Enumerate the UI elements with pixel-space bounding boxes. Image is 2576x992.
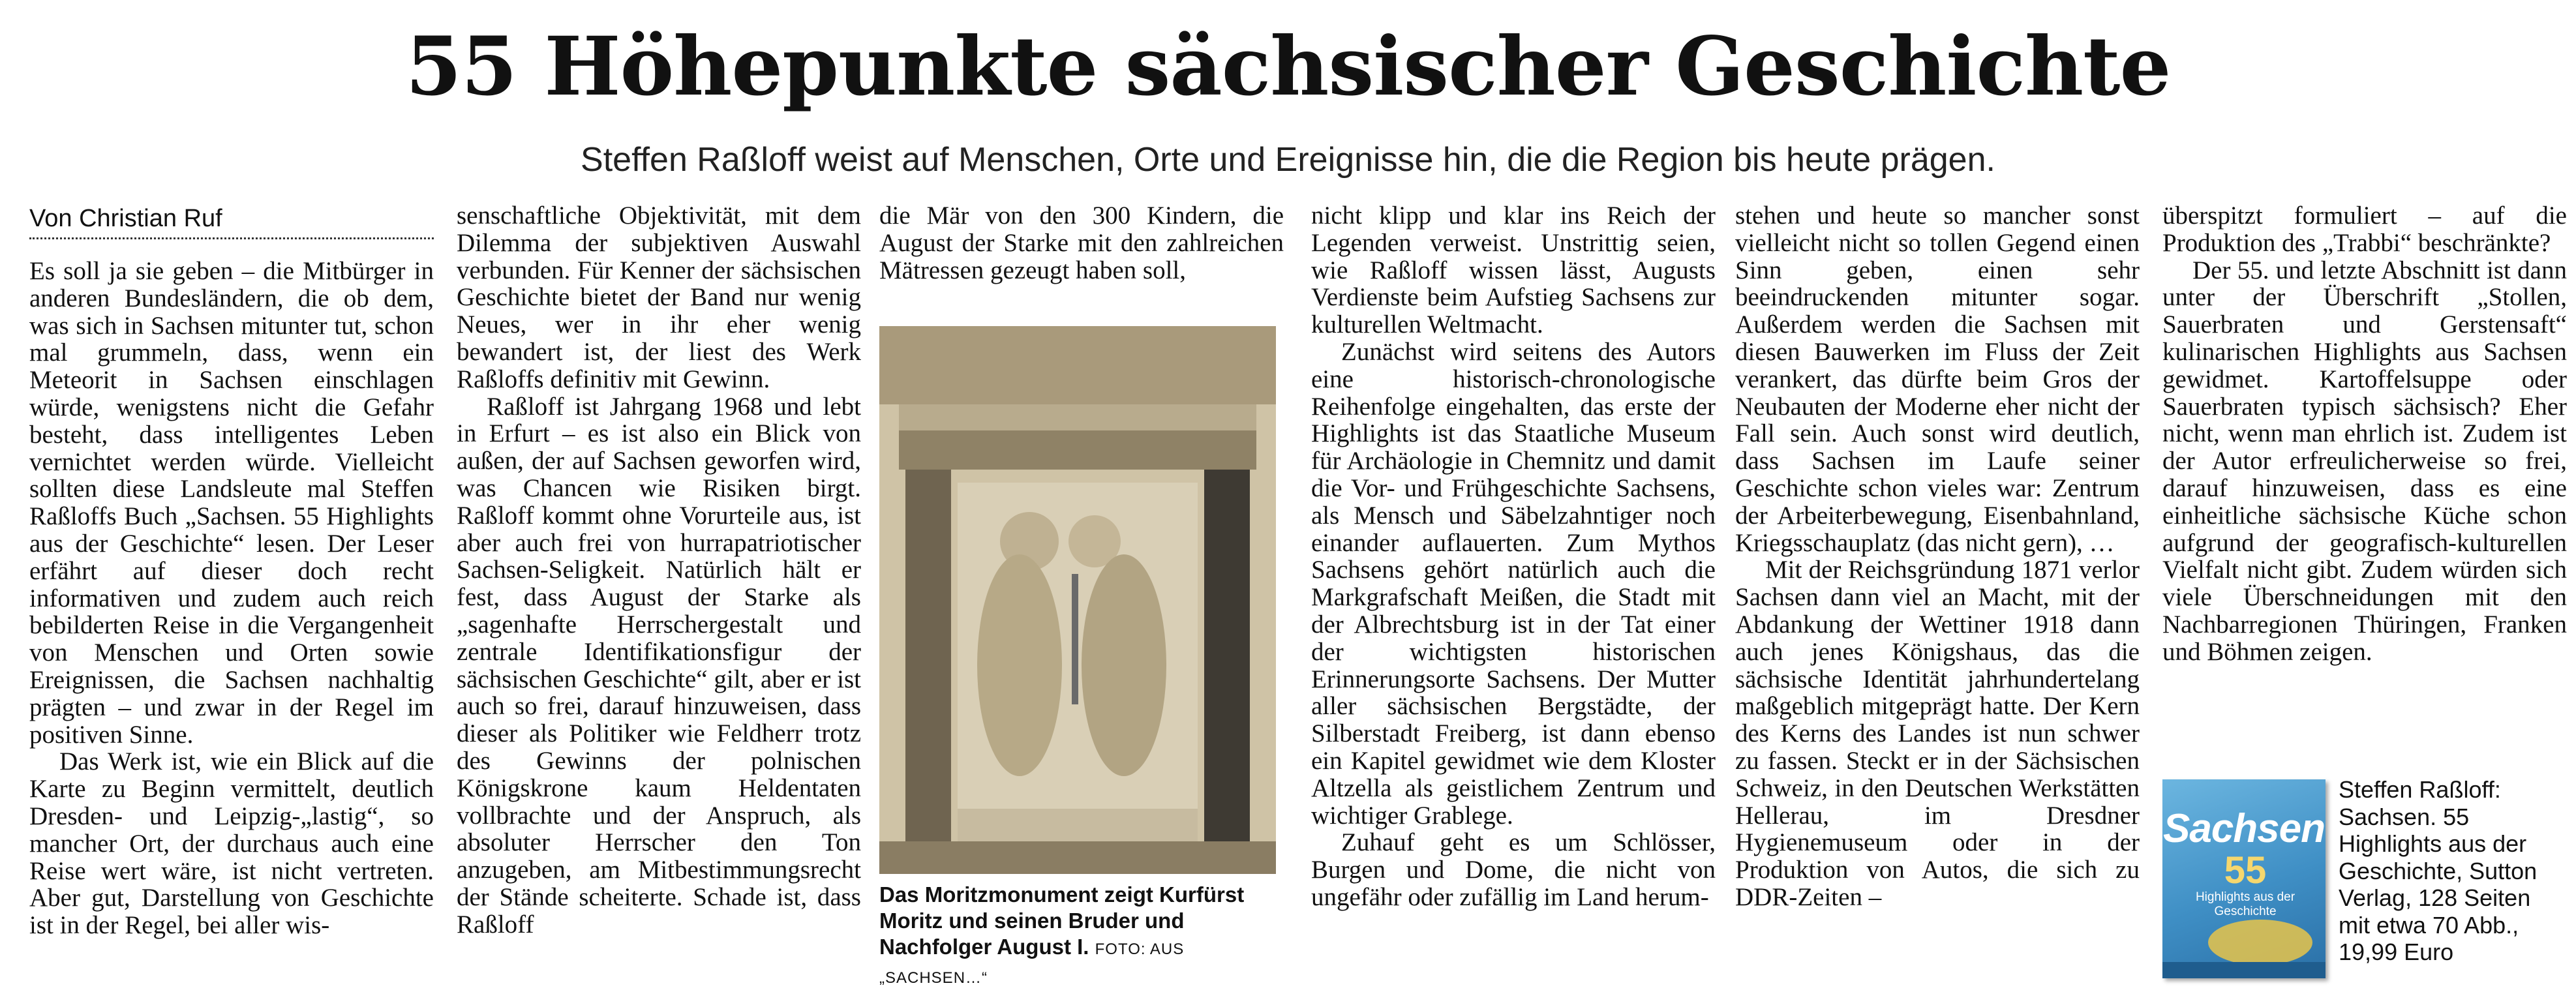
headline: 55 Höhepunkte sächsischer Geschichte: [405, 20, 2171, 114]
book-cover-title: Sachsen: [2162, 806, 2326, 851]
paragraph: Das Werk ist, wie ein Blick auf die Karte zu Beginn vermittelt, deutlich Dresden- und Leipzig-„lastig“, so mancher Ort, der durchaus auch eine Reise wert wäre, ist nicht vertreten. Aber gut, Darstellung von Geschichte ist in der Regel, bei aller wis-: [29, 747, 434, 940]
paragraph: überspitzt formuliert – auf die Produktion des „Trabbi“ beschränkte?: [2162, 202, 2567, 257]
photo-credit: FOTO: AUS „SACHSEN…“: [879, 940, 1185, 987]
caption-text: Das Moritzmonument zeigt Kurfürst Moritz und seinen Bruder und Nachfolger August I.: [879, 882, 1245, 959]
paragraph: stehen und heute so mancher sonst vielleicht nicht so tollen Gegend einen Sinn geben, einen sehr beeindruckenden mitunter sogar. Außerdem werden die Sachsen mit diesen Bauwerken im Fluss der Zeit verankert, das dürfte beim Gros der Neubauten der Moderne eher nicht der Fall sein. Auch sonst wird deutlich, dass Sachsen im Laufe seiner Geschichte schon vieles war: Zentrum der Arbeiterbewegung, Eisenbahnland, Kriegsschauplatz (das nicht gern), …: [1735, 202, 2140, 557]
article-column-6: [2162, 202, 2567, 757]
paragraph: nicht klipp und klar ins Reich der Legenden verweist. Unstrittig seien, wie Raßloff wissen lässt, Augusts Verdienste beim Aufstieg Sachsens zur kulturellen Weltmacht.: [1311, 202, 1716, 339]
article-column-3: [879, 202, 1284, 313]
article-column-4: [1311, 202, 1716, 985]
paragraph: Zuhauf geht es um Schlösser, Burgen und Dome, die nicht von ungefähr oder zufällig im Land herum-: [1311, 828, 1716, 911]
article-column-1: [29, 202, 434, 985]
book-cover-number: 55: [2224, 849, 2267, 892]
paragraph: Der 55. und letzte Abschnitt ist dann unter der Überschrift „Stollen, Sauerbraten und Gerstensaft“ kulinarischen Highlights aus Sachsen gewidmet. Kartoffelsuppe oder Sauerbraten typisch sächsisch? Eher nicht, wenn man ehrlich ist. Zudem ist der Autor erfreulicherweise so frei, darauf hinzuweisen, dass es eine einheitliche sächsische Küche schon aufgrund der geografisch-kulturellen Vielfalt nicht gibt. Zudem würden sich viele Überschneidungen mit den Nachbarregionen Thüringen, Franken und Böhmen zeigen.: [2162, 256, 2567, 666]
byline: Von Christian Ruf: [29, 202, 434, 239]
article-column-2: [457, 202, 861, 985]
moritzmonument-photo: [879, 326, 1276, 874]
book-cover-subtitle-text: Highlights aus der Geschichte: [2195, 890, 2296, 918]
paragraph: Es soll ja sie geben – die Mitbürger in anderen Bundesländern, die ob dem, was sich in Sachsen mitunter tut, schon mal grummeln, dass, wenn ein Meteorit in Sachsen einschlagen würde, wenigstens nicht die Gefahr besteht, dass intelligentes Leben vernichtet werden würde. Vielleicht sollten diese Landsleute mal Steffen Raßloffs Buch „Sachsen. 55 Highlights aus der Geschichte“ lesen. Der Leser erfährt auf dieser doch recht informativen und zudem auch reich bebilderten Reise in die Vergangenheit von Menschen und Orten sowie Ereignissen, die Sachsen nachhaltig prägten – und zwar in der Regel im positiven Sinne.: [29, 257, 434, 749]
paragraph: die Mär von den 300 Kindern, die August der Starke mit den zahlreichen Mätressen gezeugt haben soll,: [879, 202, 1284, 284]
paragraph: Zunächst wird seitens des Autors eine historisch-chronologische Reihenfolge eingehalten, das erste der Highlights ist das Staatliche Museum für Archäologie in Chemnitz und damit die Vor- und Frühgeschichte Sachsens, als Mensch und Säbelzahntiger noch einander auflauerten. Zum Mythos Sachsens gehört natürlich auch die Markgrafschaft Meißen, die Stadt mit der Albrechtsburg ist in der Tat einer der wichtigsten historischen Erinnerungsorte Sachsens. Der Mutter aller sächsischen Bergstädte, der Silberstadt Freiberg, ist dann ebenso ein Kapitel gewidmet wie dem Kloster Altzella als geistlichem Zentrum und wichtiger Grablege.: [1311, 337, 1716, 830]
monument-relief-image: [879, 326, 1276, 874]
book-cover: [2162, 779, 2326, 978]
subheadline: Steffen Raßloff weist auf Menschen, Orte und Ereignisse hin, die die Region bis heute prägen.: [581, 141, 1995, 179]
photo-caption: [879, 882, 1277, 991]
paragraph: Raßloff ist Jahrgang 1968 und lebt in Erfurt – es ist also ein Blick von außen, der auf Sachsen geworfen wird, was Chancen wie Risiken birgt. Raßloff kommt ohne Vorurteile aus, ist aber auch frei von hurrapatriotischer Sachsen-Seligkeit. Natürlich hält er fest, dass August der Starke als „sagenhafte Herrschergestalt und zentrale Identifikationsfigur der sächsischen Geschichte“ gilt, aber er ist auch so frei, darauf hinzuweisen, dass dieser als Politiker wie Feldherr trotz des Gewinns der polnischen Königskrone kaum Heldentaten vollbrachte und der Anspruch, als absoluter Herrscher den Ton anzugeben, am Mitbestimmungsrecht der Stände scheiterte. Schade ist, dass Raßloff: [457, 392, 861, 939]
paragraph: senschaftliche Objektivität, mit dem Dilemma der subjektiven Auswahl verbunden. Für Kenner der sächsischen Geschichte bietet der Band nur wenig Neues, wer in ihr eher wenig bewandert ist, der liest des Werk Raßloffs definitiv mit Gewinn.: [457, 202, 861, 393]
book-cover-illustration: [2162, 779, 2326, 978]
book-info: Steffen Raßloff: Sachsen. 55 Highlights aus der Geschichte, Sutton Verlag, 128 Seiten mit etwa 70 Abb., 19,99 Euro: [2339, 776, 2538, 965]
article-column-5: [1735, 202, 2140, 985]
paragraph: Mit der Reichsgründung 1871 verlor Sachsen dann viel an Macht, mit der Abdankung der Wettiner 1918 dann auch jenes Königshaus, das die sächsische Identität jahrhundertelang maßgeblich mitgeprägt hatte. Der Kern des Kerns des Landes ist nun schwer zu fassen. Steckt er in der Sächsischen Schweiz, in den Deutschen Werkstätten Hellerau, im Dresdner Hygienemuseum oder in der Produktion von Autos, die sich zu DDR-Zeiten –: [1735, 556, 2140, 911]
